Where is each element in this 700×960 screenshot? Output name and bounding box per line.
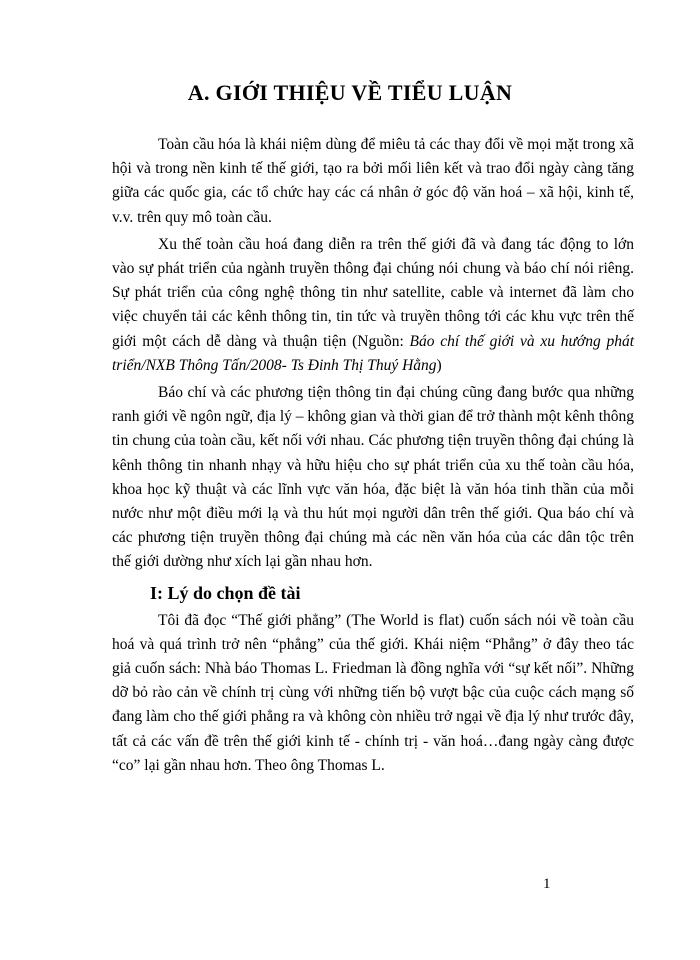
document-body bbox=[112, 133, 634, 781]
document-title: A. GIỚI THIỆU VỀ TIỂU LUẬN bbox=[187, 80, 513, 105]
paragraph-flat-world: Tôi đã đọc “Thế giới phẳng” (The World is flat) cuốn sách nói về toàn cầu hoá và quá trình trở nên “phẳng” của thế giới. Khái niệm “Phẳng” ở đây theo tác giả cuốn sách: Nhà báo Thomas L. Friedman là đồng nghĩa với “sự kết nối”. Những dỡ bỏ rào cản về chính trị cùng với những tiến bộ vượt bậc của cuộc cách mạng số đang làm cho thế giới phẳng ra và không còn nhiều trở ngại về địa lý như trước đây, tất cả các vấn đề trên thế giới kinh tế - chính trị - văn hoá…đang ngày càng được “co” lại gần nhau hơn. Theo ông Thomas L. bbox=[112, 611, 634, 774]
source-citation: Báo chí thế giới và xu hướng phát triển/NXB Thông Tấn/2008- Ts Đinh Thị Thuý Hằng bbox=[112, 332, 634, 374]
paragraph-media-borders: Báo chí và các phương tiện thông tin đại chúng cũng đang bước qua những ranh giới về ngôn ngữ, địa lý – không gian và thời gian để trở thành một kênh thông tin chung của toàn cầu, kết nối với nhau. Các phương tiện truyền thông đại chúng là kênh thông tin nhanh nhạy và hữu hiệu cho sự phát triển của xu thế toàn cầu hóa, khoa học kỹ thuật và các lĩnh vực văn hóa, đặc biệt là văn hóa tinh thần của mỗi nước như một điều mới lạ và thu hút mọi người dân trên thế giới. Qua báo chí và các phương tiện truyền thông đại chúng mà các nền văn hóa của các dân tộc trên thế giới dường như xích lại gần nhau hơn. bbox=[112, 384, 634, 571]
paragraph-media-trend-text: Xu thế toàn cầu hoá đang diễn ra trên thế giới đã và đang tác động to lớn vào sự phát triển của ngành truyền thông đại chúng nói chung và báo chí nói riêng. Sự phát triển của công nghệ thông tin như satellite, cable và internet đã làm cho việc chuyển tải các kênh thông tin, tin tức và truyền thông tới các khu vực trên thế giới một cách dễ dàng và thuận tiện (Nguồn: bbox=[112, 235, 634, 350]
paragraph-media-trend bbox=[112, 233, 634, 378]
page-number: 1 bbox=[543, 876, 551, 892]
paragraph-globalization-definition: Toàn cầu hóa là khái niệm dùng để miêu tả các thay đổi về mọi mặt trong xã hội và trong nền kinh tế thế giới, tạo ra bởi mối liên kết và trao đổi ngày càng tăng giữa các quốc gia, các tổ chức hay các cá nhân ở góc độ văn hoá – xã hội, kinh tế, v.v. trên quy mô toàn cầu. bbox=[112, 136, 634, 226]
source-close: ) bbox=[436, 356, 442, 374]
section-heading: I: Lý do chọn đề tài bbox=[150, 582, 301, 603]
